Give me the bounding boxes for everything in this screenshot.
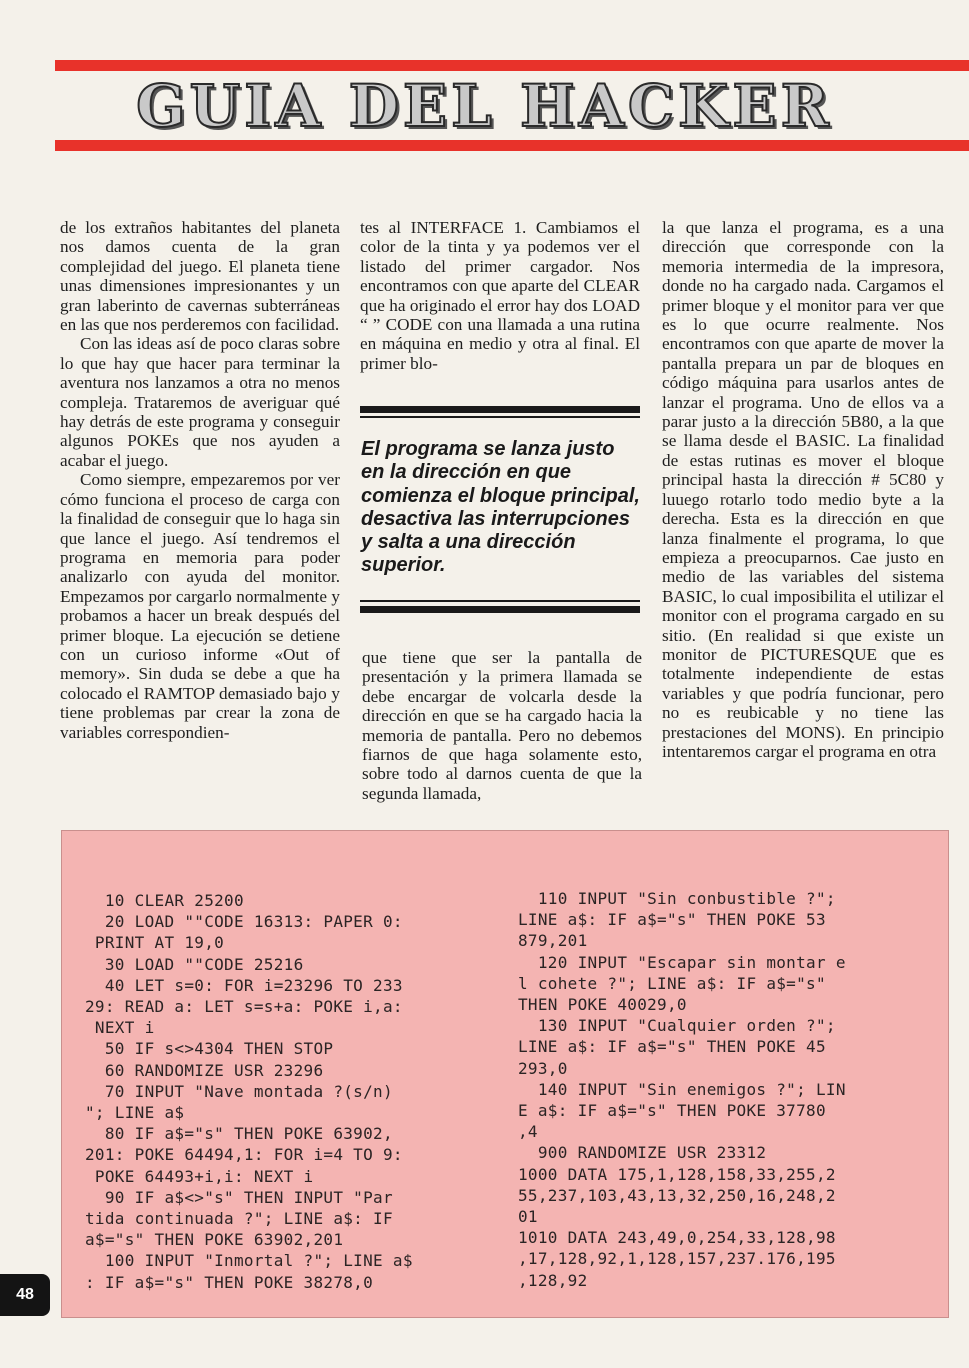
- paragraph: de los extraños habitantes del planeta nos damos cuenta de la gran complejidad del juego. El planeta tiene unas dimensiones impresionantes y un gran laberinto de cavernas subterráneas en las que nos perderemos con facilidad.: [60, 218, 340, 335]
- paragraph: que tiene que ser la pantalla de presentación y la primera llamada se debe encargar de volcarla desde la dirección en que se ha cargado hacia la memoria de pantalla. Pero no debemos fiarnos de que haga solamente esto, sobre todo al darnos cuenta de que la segunda llamada,: [362, 648, 642, 803]
- header-top-rule: [55, 60, 969, 71]
- article-column-3: [662, 218, 944, 761]
- article-column-2-top: [360, 218, 640, 373]
- page-number: 48: [0, 1274, 50, 1316]
- paragraph: la que lanza el programa, es a una dirección que corresponde con la memoria intermedia de la impresora, donde no ha cargado nada. Cargamos el primer bloque y el monitor para ver que es lo que ocurre realmente. Nos encontramos con que aparte de mover la pantalla prepara un par de bloques en código máquina para usarlos antes de lanzar el programa. Uno de ellos va a parar justo a la dirección 5B80, a la que se llama desde el BASIC. La finalidad de estas rutinas es mover el bloque principal hasta la dirección # 5C80 y luuego rotarlo todo medio byte a la derecha. Esta es la dirección en que lanza finalmente el programa, lo que empieza a preocuparnos. Cae justo en medio de las variables del sistema BASIC, lo cual imposibilita el utilizar el monitor con el programa cargado en su sitio. (En realidad si que existe un monitor de PICTURESQUE que es totalmente independiente de estas variables y que podría funcionar, pero no es reubicable y no tiene las prestaciones del MONS). En principio intentaremos cargar el programa en otra: [662, 218, 944, 761]
- basic-listing-left: 10 CLEAR 25200 20 LOAD ""CODE 16313: PAPER 0: PRINT AT 19,0 30 LOAD ""CODE 25216 40 LET s=0: FOR i=23296 TO 233 29: READ a: LET s=s+a: POKE i,a: NEXT i 50 IF s<>4304 THEN STOP 60 RANDOMIZE USR 23296 70 INPUT "Nave montada ?(s/n) "; LINE a$ 80 IF a$="s" THEN POKE 63902, 201: POKE 64494,1: FOR i=4 TO 9: POKE 64493+i,i: NEXT i 90 IF a$<>"s" THEN INPUT "Par tida continuada ?"; LINE a$: IF a$="s" THEN POKE 63902,201 100 INPUT "Inmortal ?"; LINE a$ : IF a$="s" THEN POKE 38278,0: [85, 891, 413, 1292]
- header-bottom-rule: [55, 140, 969, 151]
- paragraph: tes al INTERFACE 1. Cambiamos el color de la tinta y ya podemos ver el listado del primer cargador. Nos encontramos con que aparte del CLEAR que ha originado el error hay dos LOAD “ ” CODE con una llamada a una rutina en máquina en medio y otra al final. El primer blo-: [360, 218, 640, 373]
- basic-listing-right: 110 INPUT "Sin conbustible ?"; LINE a$: IF a$="s" THEN POKE 53 879,201 120 INPUT "Escapar sin montar e l cohete ?"; LINE a$: IF a$="s" THEN POKE 40029,0 130 INPUT "Cualquier orden ?"; LINE a$: IF a$="s" THEN POKE 45 293,0 140 INPUT "Sin enemigos ?"; LIN E a$: IF a$="s" THEN POKE 37780 ,4 900 RANDOMIZE USR 23312 1000 DATA 175,1,128,158,33,255,2 55,237,103,43,13,32,250,16,248,2 01 1010 DATA 243,49,0,254,33,128,98 ,17,128,92,1,128,157,237.176,195 ,128,92: [518, 889, 846, 1290]
- pullquote-rule-thick: [360, 406, 640, 413]
- page-title: GUIA DEL HACKER: [136, 72, 833, 140]
- pull-quote: El programa se lanza justo en la dirección en que comienza el bloque principal, desactiva las interrupciones y salta a una dirección superior.: [361, 438, 640, 577]
- pullquote-rule-thin: [360, 416, 640, 418]
- pullquote-rule-thin: [360, 600, 640, 602]
- article-column-2-bottom: [362, 648, 642, 803]
- paragraph: Con las ideas así de poco claras sobre lo que hay que hacer para terminar la aventura nos lanzamos a otra no menos compleja. Trataremos de averiguar qué hay detrás de este programa y conseguir algunos POKEs que nos ayuden a acabar el juego.: [60, 334, 340, 470]
- pullquote-rule-thick: [360, 606, 640, 613]
- article-column-1: [60, 218, 340, 742]
- paragraph: Como siempre, empezaremos por ver cómo funciona el proceso de carga con la finalidad de conseguir que lo haga sin que lance el juego. Así tendremos el programa en memoria para poder analizarlo con ayuda del monitor. Empezamos por cargarlo normalmente y probamos a hacer un break después del primer bloque. La ejecución se detiene con un curioso informe «Out of memory». Sin duda se debe a que ha colocado el RAMTOP demasiado bajo y tiene problemas par crear la zona de variables correspondien-: [60, 470, 340, 742]
